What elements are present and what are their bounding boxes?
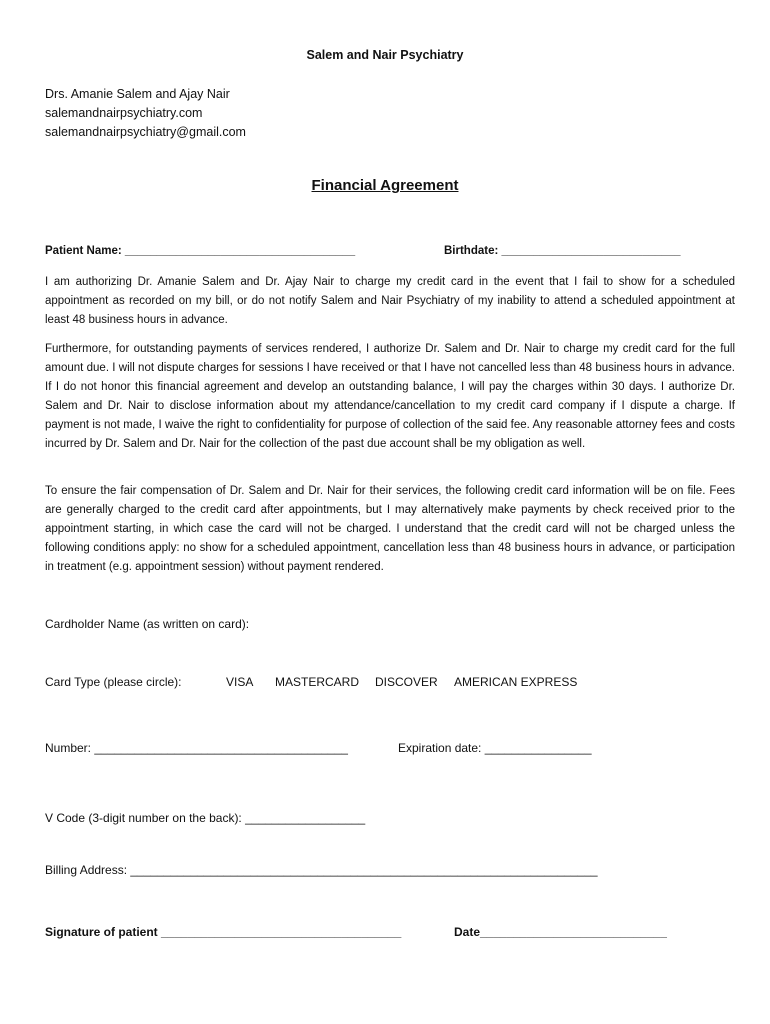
card-type-discover: DISCOVER	[375, 675, 438, 689]
card-type-visa: VISA	[226, 675, 254, 689]
authorization-paragraph: I am authorizing Dr. Amanie Salem and Dr. Ajay Nair to charge my credit card in the event that I fail to show for a scheduled appointment as recorded on my bill, or do not notify Salem and Nair Psychiatry of my inability to attend a scheduled appointment at least 48 business hours in advance.	[45, 276, 735, 326]
doctors-names: Drs. Amanie Salem and Ajay Nair	[45, 87, 230, 101]
expiration-date-field: Expiration date: ________________	[398, 741, 592, 755]
outstanding-payments-paragraph: Furthermore, for outstanding payments of services rendered, I authorize Dr. Salem and Dr. Nair to charge my credit card for the full amount due. I will not dispute charges for sessions I have received or that I have not cancelled less than 48 business hours in advance. If I do not honor this financial agreement and develop an outstanding balance, I will pay the charges within 30 days. I authorize Dr. Salem and Dr. Nair to disclose information about my attendance/cancellation to my credit card company if I dispute a charge. If payment is not made, I waive the right to confidentiality for purpose of collection of the said fee. Any reasonable attorney fees and costs incurred by Dr. Salem and Dr. Nair for the collection of the past due account shall be my obligation as well.	[45, 343, 735, 450]
patient-name-field: Patient Name: ____________________________________	[45, 245, 356, 257]
card-type-mastercard: MASTERCARD	[275, 675, 360, 689]
vcode-field: V Code (3-digit number on the back): __________________	[45, 811, 366, 825]
signature-field: Signature of patient ____________________________________	[45, 925, 402, 939]
birthdate-field: Birthdate: ____________________________	[444, 245, 681, 257]
practice-name: Salem and Nair Psychiatry	[306, 48, 464, 62]
card-number-field: Number: ______________________________________	[45, 741, 348, 755]
email-address: salemandnairpsychiatry@gmail.com	[45, 125, 246, 139]
card-type-american-express: AMERICAN EXPRESS	[454, 675, 578, 689]
compensation-paragraph: To ensure the fair compensation of Dr. Salem and Dr. Nair for their services, the following credit card information will be on file. Fees are generally charged to the credit card after appointments, but I may alternatively make payments by check received prior to the appointment starting, in which case the card will not be charged. I understand that the credit card will not be charged unless the following conditions apply: no show for a scheduled appointment, cancellation less than 48 business hours in advance, or participation in treatment (e.g. appointment session) without payment rendered.	[45, 485, 735, 573]
billing-address-field: Billing Address: ______________________________________________________________________	[45, 863, 598, 877]
document-title: Financial Agreement	[311, 177, 459, 194]
card-type-label: Card Type (please circle):	[45, 675, 182, 689]
signature-date-field: Date____________________________	[454, 925, 667, 939]
website-link: salemandnairpsychiatry.com	[45, 106, 203, 120]
cardholder-name-field: Cardholder Name (as written on card):	[45, 617, 250, 631]
